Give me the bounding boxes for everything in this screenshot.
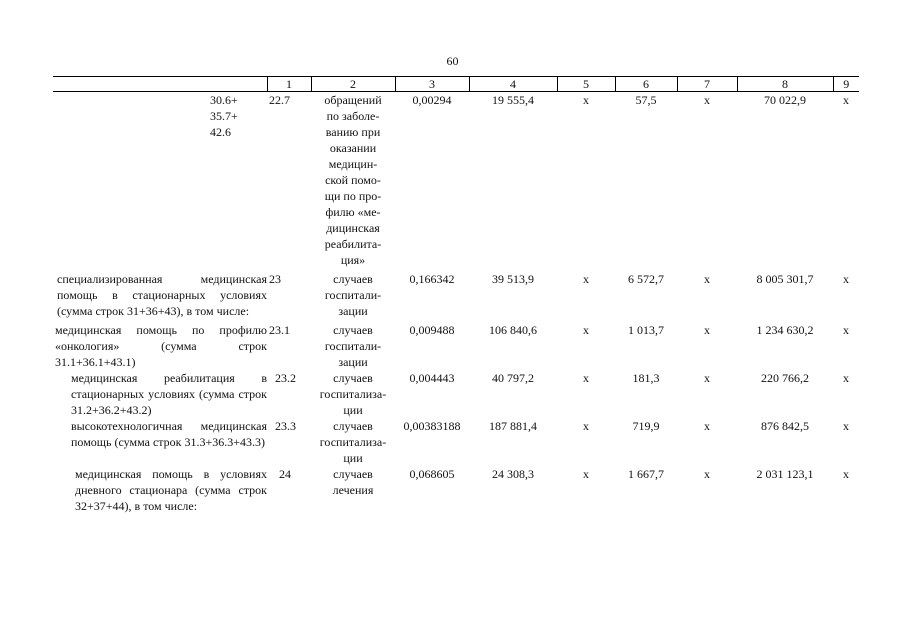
row-value-3: 0,00294: [412, 93, 452, 107]
row-name-line: 42.6: [210, 125, 231, 139]
row-value-3: 0,009488: [409, 323, 455, 337]
row-value-8: 876 842,5: [761, 419, 809, 433]
row-value-6: 6 572,7: [628, 272, 664, 286]
row-value-3: 0,166342: [409, 272, 455, 286]
row-value-4: 39 513,9: [492, 272, 534, 286]
row-value-5: x: [583, 419, 589, 433]
row-value-7: x: [704, 419, 710, 433]
header-cell: 1: [267, 77, 311, 92]
data-table: [53, 76, 859, 514]
row-value-4: 106 840,6: [489, 323, 537, 337]
row-value-5: x: [583, 272, 589, 286]
header-cell: 6: [615, 77, 677, 92]
table-row: [53, 370, 859, 418]
row-value-4: 19 555,4: [492, 93, 534, 107]
row-value-8: 2 031 123,1: [756, 467, 814, 481]
row-unit: случаев госпитали- зации: [324, 323, 382, 369]
row-name: медицинская помощь по профилю «онкология» (сумма строк 31.1+36.1+43.1): [55, 323, 267, 369]
header-cell: 3: [395, 77, 469, 92]
row-value-9: x: [843, 272, 849, 286]
row-value-9: x: [843, 323, 849, 337]
table-row: [53, 418, 859, 466]
row-name-line: 35.7+: [210, 109, 238, 123]
row-value-7: x: [704, 323, 710, 337]
table-row: [53, 466, 859, 514]
row-value-4: 24 308,3: [492, 467, 534, 481]
table-row: [53, 92, 859, 269]
row-value-4: 187 881,4: [489, 419, 537, 433]
row-value-6: 1 013,7: [628, 323, 664, 337]
header-cell: [53, 77, 267, 92]
row-value-9: x: [843, 371, 849, 385]
row-value-5: x: [583, 467, 589, 481]
header-cell: 2: [311, 77, 395, 92]
row-name-line: 30.6+: [210, 93, 238, 107]
row-value-7: x: [704, 467, 710, 481]
row-value-7: x: [704, 371, 710, 385]
table-row: [53, 268, 859, 319]
table-row: [53, 319, 859, 370]
row-value-8: 8 005 301,7: [756, 272, 814, 286]
row-code: 23.2: [275, 371, 296, 385]
row-value-5: x: [583, 323, 589, 337]
row-name: медицинская реабилитация в стационарных условиях (сумма строк 31.2+36.2+43.2): [71, 371, 267, 417]
row-value-7: x: [704, 93, 710, 107]
row-value-8: 70 022,9: [764, 93, 806, 107]
row-unit: случаев госпитализа- ции: [319, 419, 387, 465]
row-value-5: x: [583, 93, 589, 107]
header-cell: 7: [677, 77, 737, 92]
row-value-3: 0,004443: [409, 371, 455, 385]
row-value-6: 719,9: [632, 419, 660, 433]
row-code: 24: [279, 467, 291, 481]
row-value-9: x: [843, 419, 849, 433]
row-value-8: 1 234 630,2: [756, 323, 814, 337]
row-value-9: x: [843, 467, 849, 481]
header-cell: 4: [469, 77, 557, 92]
row-unit: случаев лечения: [332, 467, 374, 497]
row-value-3: 0,00383188: [403, 419, 461, 433]
row-unit: случаев госпитали- зации: [324, 272, 382, 318]
row-name: высокотехнологичная медицинская помощь (сумма строк 31.3+36.3+43.3): [71, 419, 267, 449]
row-value-6: 181,3: [632, 371, 660, 385]
header-cell: 5: [557, 77, 615, 92]
row-name: медицинская помощь в условиях дневного стационара (сумма строк 32+37+44), в том числе:: [75, 467, 267, 513]
row-value-9: x: [843, 93, 849, 107]
row-value-5: x: [583, 371, 589, 385]
row-value-7: x: [704, 272, 710, 286]
row-name: [53, 92, 267, 269]
header-cell: 9: [833, 77, 859, 92]
row-name: специализированная медицинская помощь в стационарных условиях (сумма строк 31+36+43), в том числе:: [57, 272, 267, 318]
page-number: 60: [446, 54, 459, 68]
row-unit: случаев госпитализа- ции: [319, 371, 387, 417]
row-value-4: 40 797,2: [492, 371, 534, 385]
row-value-6: 1 667,7: [628, 467, 664, 481]
row-value-8: 220 766,2: [761, 371, 809, 385]
table-header: [53, 77, 859, 92]
row-value-3: 0,068605: [409, 467, 455, 481]
row-code: 23.1: [269, 323, 290, 337]
row-code: 22.7: [269, 93, 290, 107]
header-cell: 8: [737, 77, 833, 92]
row-value-6: 57,5: [635, 93, 657, 107]
row-code: 23: [269, 272, 281, 286]
row-code: 23.3: [275, 419, 296, 433]
row-unit: обращений по заболе- ванию при оказании медицин- ской помо- щи по про- филю «ме- дицинская реабилита- ция»: [324, 93, 382, 267]
